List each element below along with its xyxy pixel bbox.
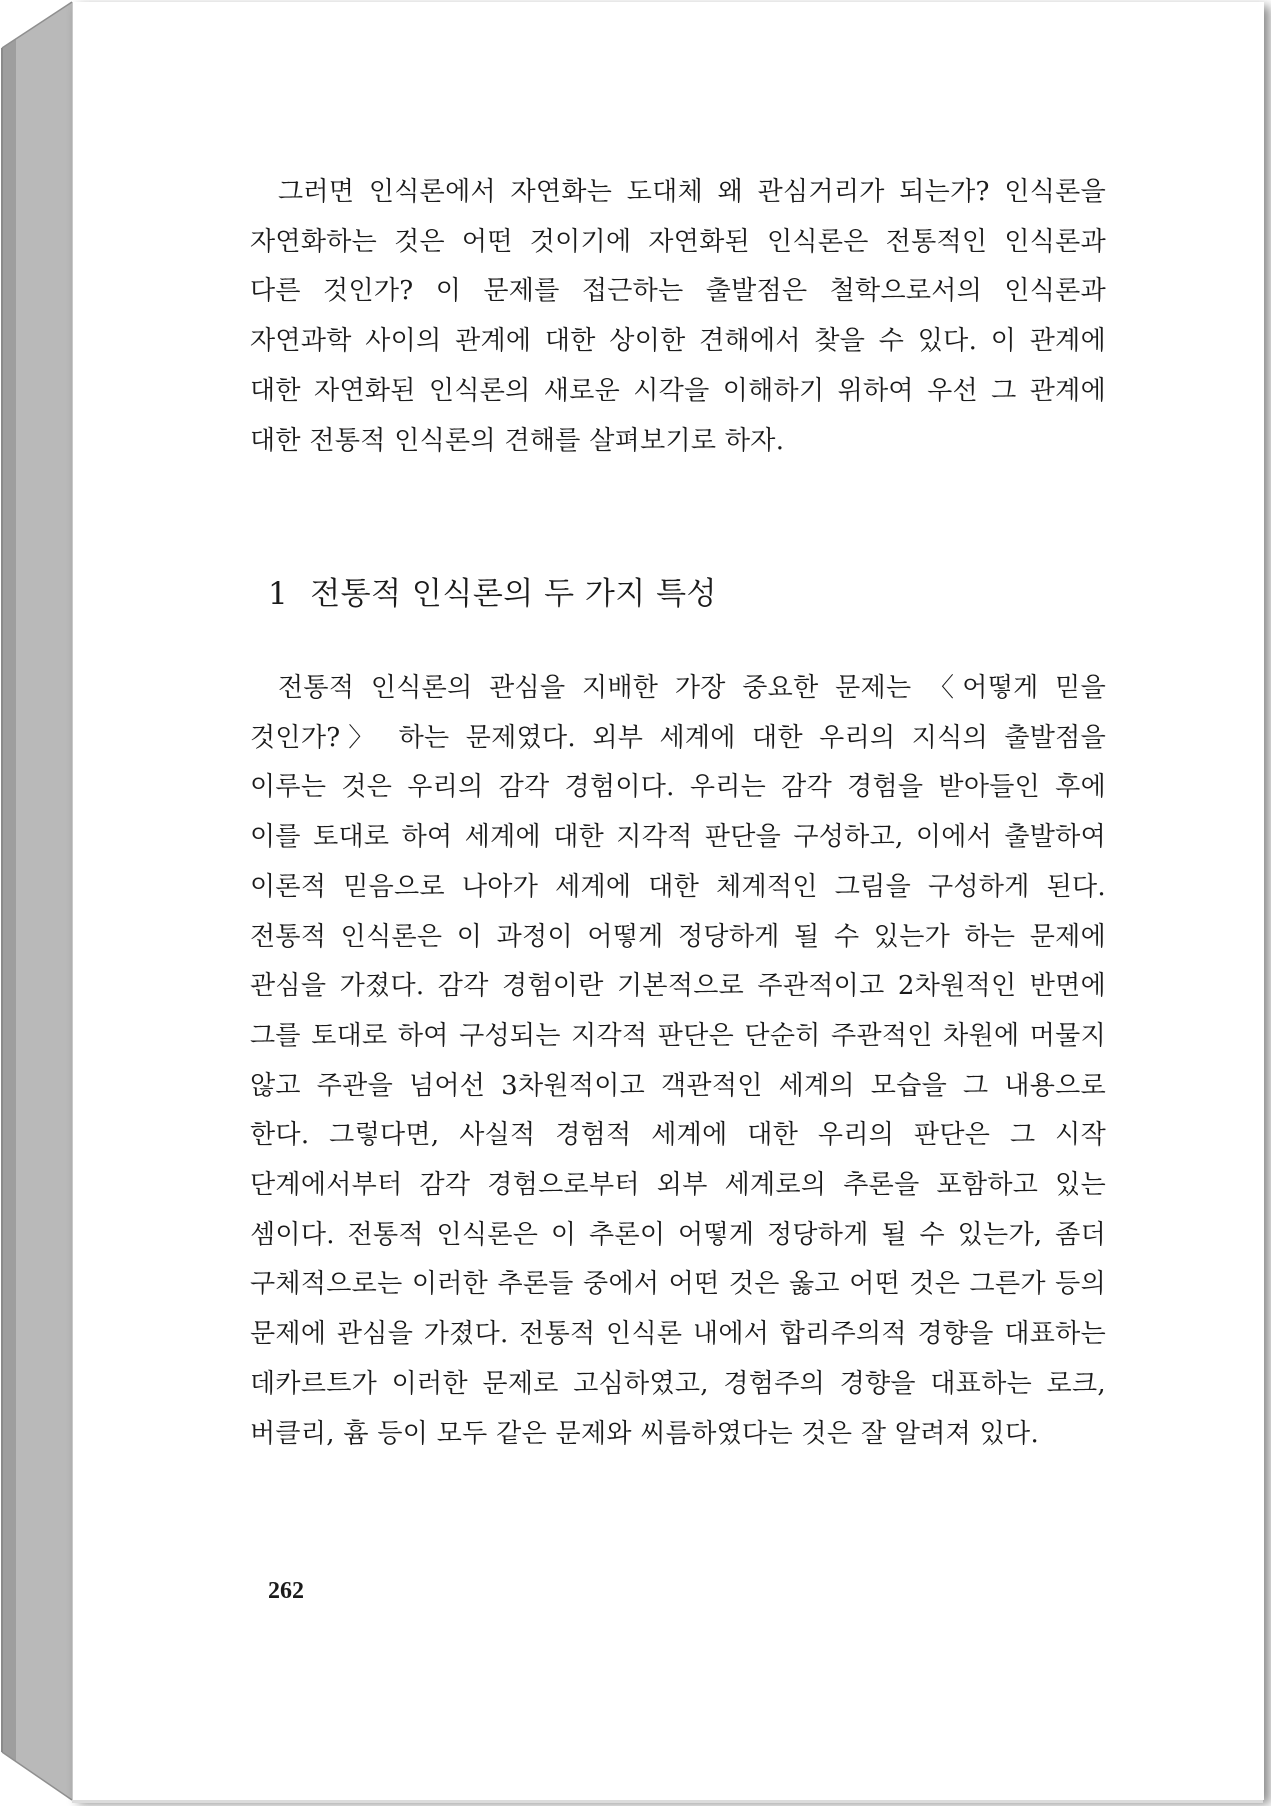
intro-paragraph: 그러면 인식론에서 자연화는 도대체 왜 관심거리가 되는가? 인식론을 자연화하는 것은 어떤 것이기에 자연화된 인식론은 전통적인 인식론과 다른 것인가? 이 문제를 접근하는 출발점은 철학으로서의 인식론과 자연과학 사이의 관계에 대한 상이한 견해에서 찾을 수 있다. 이 관계에 대한 자연화된 인식론의 새로운 시각을 이해하기 위하여 우선 그 관계에 대한 전통적 인식론의 견해를 살펴보기로 하자.	[250, 177, 1106, 456]
body-paragraph: 전통적 인식론의 관심을 지배한 가장 중요한 문제는 〈어떻게 믿을 것인가?〉 하는 문제였다. 외부 세계에 대한 우리의 지식의 출발점을 이루는 것은 우리의 감각 경험이다. 우리는 감각 경험을 받아들인 후에 이를 토대로 하여 세계에 대한 지각적 판단을 구성하고, 이에서 출발하여 이론적 믿음으로 나아가 세계에 대한 체계적인 그림을 구성하게 된다. 전통적 인식론은 이 과정이 어떻게 정당하게 될 수 있는가 하는 문제에 관심을 가졌다. 감각 경험이란 기본적으로 주관적이고 2차원적인 반면에 그를 토대로 하여 구성되는 지각적 판단은 단순히 주관적인 차원에 머물지 않고 주관을 넘어선 3차원적이고 객관적인 세계의 모습을 그 내용으로 한다. 그렇다면, 사실적 경험적 세계에 대한 우리의 판단은 그 시작 단계에서부터 감각 경험으로부터 외부 세계로의 추론을 포함하고 있는 셈이다. 전통적 인식론은 이 추론이 어떻게 정당하게 될 수 있는가, 좀더 구체적으로는 이러한 추론들 중에서 어떤 것은 옳고 어떤 것은 그른가 등의 문제에 관심을 가졌다. 전통적 인식론 내에서 합리주의적 경향을 대표하는 데카르트가 이러한 문제로 고심하였고, 경험주의 경향을 대표하는 로크, 버클리, 흄 등이 모두 같은 문제와 씨름하였다는 것은 잘 알려져 있다.	[250, 673, 1106, 1449]
page-bottom-edge	[72, 1800, 1263, 1803]
page-number: 262	[268, 1578, 304, 1604]
section-heading	[268, 568, 717, 613]
section-number: 1	[268, 576, 289, 612]
section-title: 전통적 인식론의 두 가지 특성	[310, 576, 718, 612]
